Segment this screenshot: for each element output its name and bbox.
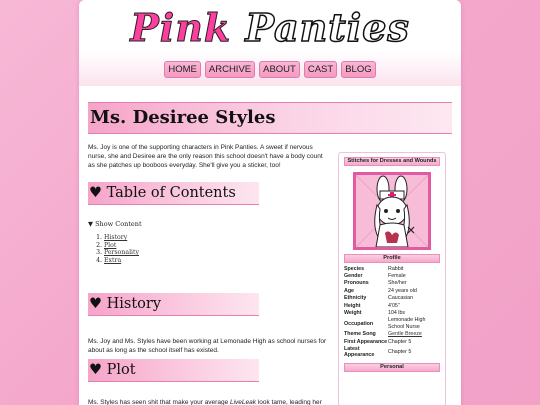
table-row	[344, 280, 440, 287]
infobox-title: Stitches for Dresses and Wounds	[344, 157, 440, 166]
site-header	[79, 0, 461, 86]
character-infobox	[338, 152, 446, 405]
profile-key: Weight	[344, 309, 362, 316]
page-container	[79, 0, 461, 405]
table-row	[344, 331, 440, 338]
plot-paragraph	[88, 398, 331, 405]
profile-key: Height	[344, 302, 361, 309]
toc-link-plot[interactable]: Plot	[104, 241, 117, 249]
toc-link-personality[interactable]: Personality	[104, 249, 140, 257]
main-content	[88, 102, 331, 405]
table-row	[344, 272, 440, 279]
toc-item	[104, 249, 139, 257]
theme-song-link[interactable]: Gentle Breeze	[388, 331, 422, 338]
plot-heading: ♥ Plot	[88, 359, 259, 382]
plot-text-after: look tame, leading her	[256, 399, 322, 405]
toc-heading: ♥ Table of Contents	[88, 182, 259, 205]
profile-key: Occupation	[344, 320, 374, 327]
logo-word-pink: Pink	[130, 5, 232, 50]
profile-key: Ethnicity	[344, 295, 367, 302]
table-row	[344, 345, 440, 359]
toc-link-extra[interactable]: Extra	[104, 256, 122, 264]
toc-link-history[interactable]: History	[104, 234, 128, 241]
profile-key: Gender	[344, 272, 363, 279]
profile-key: Latest Appearance	[344, 345, 375, 359]
character-portrait[interactable]	[353, 172, 431, 250]
toc-item	[104, 257, 139, 265]
table-row	[344, 317, 440, 331]
toc-list	[88, 234, 139, 264]
profile-value: 24 years old	[388, 287, 417, 294]
toc-item	[104, 242, 139, 250]
profile-key: Age	[344, 287, 355, 294]
personal-heading: Personal	[344, 363, 440, 372]
profile-value: Chapter 5	[388, 338, 412, 345]
intro-paragraph: Ms. Joy is one of the supporting characters in Pink Panties. A sweet if nervous nurse, she and Desiree are the only reason this school doesn't have a body count as she patches up booboos everyday. She'll give you a sticker, too!	[88, 144, 323, 169]
nurse-rabbit-portrait-image	[356, 175, 428, 247]
nav-cast-button[interactable]: CAST	[304, 61, 337, 78]
plot-text-emphasis: LiveLeak	[229, 399, 257, 405]
nav-blog-button[interactable]: BLOG	[341, 61, 375, 78]
page-title: Ms. Desiree Styles	[88, 102, 452, 134]
site-logo[interactable]	[79, 4, 461, 52]
profile-value: Chapter 5	[388, 349, 412, 356]
table-row	[344, 265, 440, 272]
table-row	[344, 338, 440, 345]
nav-about-button[interactable]: ABOUT	[259, 61, 300, 78]
profile-key: First Appearance	[344, 338, 388, 345]
main-nav	[79, 61, 461, 78]
profile-value: Lemonade High School Nurse	[388, 317, 426, 330]
table-row	[344, 295, 440, 302]
history-paragraph: Ms. Joy and Ms. Styles have been working at Lemonade High as school nurses for about as long as the school itself has existed.	[88, 338, 327, 354]
profile-key: Species	[344, 265, 365, 272]
plot-text-before: Ms. Styles has seen shit that make your average	[88, 399, 230, 405]
history-heading: ♥ History	[88, 293, 259, 316]
profile-value	[388, 331, 440, 338]
profile-value: 4'05"	[388, 302, 400, 309]
profile-key: Pronouns	[344, 280, 369, 287]
profile-heading: Profile	[344, 254, 440, 263]
toc-item	[104, 234, 139, 242]
nav-archive-button[interactable]: ARCHIVE	[205, 61, 255, 78]
profile-value: Rabbit	[388, 265, 404, 272]
profile-value: Caucasian	[388, 295, 414, 302]
logo-word-panties: Panties	[245, 5, 410, 50]
toc-toggle[interactable]: ▼ Show Content	[88, 220, 142, 228]
profile-key: Theme Song	[344, 331, 376, 338]
profile-value: Female	[388, 272, 406, 279]
table-row	[344, 287, 440, 294]
profile-table	[344, 265, 440, 359]
table-row	[344, 302, 440, 309]
nav-home-button[interactable]: HOME	[164, 61, 201, 78]
profile-value: She/her	[388, 280, 407, 287]
table-row	[344, 309, 440, 316]
profile-value: 104 lbs	[388, 309, 406, 316]
